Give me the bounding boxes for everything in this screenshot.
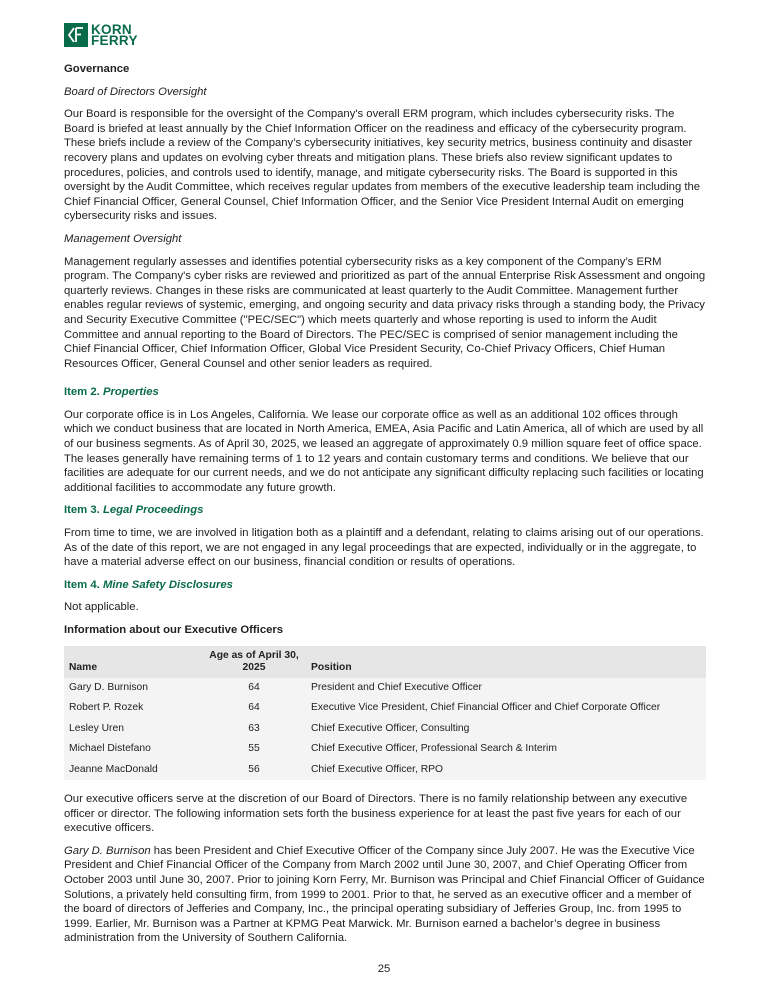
item-4-heading <box>64 578 706 593</box>
item-3-heading <box>64 503 706 518</box>
bio-officer-name: Gary D. Burnison <box>64 844 151 857</box>
officer-position: Chief Executive Officer, Consulting <box>307 719 706 740</box>
management-oversight-paragraph: Management regularly assesses and identifies potential cybersecurity risks as a key component of the Company’s ERM program. The Company's cyber risks are reviewed and prioritized as part of the annual Enterprise Risk Assessment and ongoing quarterly reviews. Changes in these risks are communicated at least quarterly to the Audit Committee. Management further enables regular reviews of systemic, emerging, and ongoing security and data privacy risks through a standing body, the Privacy and Security Executive Committee ("PEC/SEC") which meets quarterly and whose reporting is used to inform the Audit Committee and annual reporting to the Board of Directors. The PEC/SEC is comprised of senior management including the Chief Financial Officer, Chief Information Officer, Global Vice President Security, Co-Chief Privacy Officers, Chief Human Resources Officer, General Counsel and other senior leaders as required. <box>64 255 706 370</box>
table-row <box>64 698 706 719</box>
executive-officers-table <box>64 646 706 781</box>
table-row <box>64 760 706 781</box>
officer-age: 64 <box>201 678 307 699</box>
item-4-label: Item 4. <box>64 578 100 591</box>
item-3-title: Legal Proceedings <box>102 504 204 517</box>
logo-line-2: FERRY <box>91 33 138 48</box>
table-row <box>64 678 706 699</box>
korn-ferry-logo-icon <box>64 23 88 47</box>
management-oversight-subheading: Management Oversight <box>64 232 182 245</box>
officer-name: Lesley Uren <box>64 719 201 740</box>
logo-line-1: KORN <box>91 21 132 37</box>
board-oversight-paragraph: Our Board is responsible for the oversight of the Company's overall ERM program, which includes cybersecurity risks. The Board is briefed at least annually by the Chief Information Officer on the readiness and efficacy of the cybersecurity program. These briefs include a review of the Company’s cybersecurity initiatives, key security metrics, business continuity and disaster recovery plans and updates on evolving cyber threats and mitigation plans. These briefs also review significant updates to procedures, policies, and controls used to identify, manage, and mitigate cybersecurity risks. The Board is supported in this oversight by the Audit Committee, which receives regular updates from members of the executive leadership team including the Chief Financial Officer, General Counsel, Chief Information Officer, and the Senior Vice President Internal Audit on emerging cybersecurity risks and issues. <box>64 108 701 223</box>
item-4-title: Mine Safety Disclosures <box>102 578 233 591</box>
officer-position: Chief Executive Officer, Professional Search & Interim <box>307 739 706 760</box>
officer-name: Gary D. Burnison <box>64 678 201 699</box>
table-row <box>64 739 706 760</box>
burnison-bio-paragraph <box>64 844 706 946</box>
officer-age: 63 <box>201 719 307 740</box>
korn-ferry-wordmark <box>91 21 138 48</box>
officer-name: Michael Distefano <box>64 739 201 760</box>
korn-ferry-logo <box>64 20 706 50</box>
bio-text: has been President and Chief Executive Officer of the Company since July 2007. He was the Executive Vice President and Chief Financial Officer of the Company from March 2002 until June 30, 2007, and Chief Operating Officer from October 2003 until June 30, 2007. Prior to joining Korn Ferry, Mr. Burnison was Principal and Chief Financial Officer of Guidance Solutions, a privately held consulting firm, from 1999 to 2001. Prior to that, he served as an executive officer and a member of the board of directors of Jefferies and Company, Inc., the principal operating subsidiary of Jefferies Group, Inc. from 1995 to 1999. Earlier, Mr. Burnison was a Partner at KPMG Peat Marwick. Mr. Burnison earned a bachelor’s degree in business administration from the University of Southern California. <box>64 844 705 945</box>
item-2-heading <box>64 385 706 400</box>
executive-officers-intro-paragraph: Our executive officers serve at the discretion of our Board of Directors. There is no family relationship between any executive officer or director. The following information sets forth the business experience for at least the past five years for each of our executive officers. <box>64 793 688 835</box>
legal-proceedings-paragraph: From time to time, we are involved in litigation both as a plaintiff and a defendant, relating to claims arising out of our operations. As of the date of this report, we are not engaged in any legal proceedings that are expected, individually or in the aggregate, to have a material adverse effect on our business, financial condition or results of operations. <box>64 527 704 569</box>
item-2-label: Item 2. <box>64 386 100 399</box>
officer-position: Executive Vice President, Chief Financial Officer and Chief Corporate Officer <box>307 698 706 719</box>
executive-officers-heading: Information about our Executive Officers <box>64 624 284 636</box>
column-header-name: Name <box>64 646 201 678</box>
governance-heading: Governance <box>64 63 130 75</box>
document-page <box>64 20 706 954</box>
item-3-label: Item 3. <box>64 504 100 517</box>
column-header-age: Age as of April 30, 2025 <box>201 646 307 678</box>
properties-paragraph: Our corporate office is in Los Angeles, California. We lease our corporate office as well as an additional 102 offices through which we conduct business that are located in North America, EMEA, Asia Pacific and Latin America, all of which are used by all of our business segments. As of April 30, 2025, we leased an aggregate of approximately 0.9 million square feet of office space. The leases generally have remaining terms of 1 to 12 years and contain customary terms and conditions. We believe that our facilities are adequate for our current needs, and we do not anticipate any significant difficulty replacing such facilities or locating additional facilities to accommodate any future growth. <box>64 408 704 494</box>
officer-position: Chief Executive Officer, RPO <box>307 760 706 781</box>
table-row <box>64 719 706 740</box>
table-header-row <box>64 646 706 678</box>
item-2-title: Properties <box>102 386 159 399</box>
column-header-position: Position <box>307 646 706 678</box>
officer-name: Jeanne MacDonald <box>64 760 201 781</box>
officer-position: President and Chief Executive Officer <box>307 678 706 699</box>
officer-age: 55 <box>201 739 307 760</box>
officer-age: 56 <box>201 760 307 781</box>
board-oversight-subheading: Board of Directors Oversight <box>64 85 207 98</box>
mine-safety-paragraph: Not applicable. <box>64 601 139 614</box>
officer-age: 64 <box>201 698 307 719</box>
officer-name: Robert P. Rozek <box>64 698 201 719</box>
page-number: 25 <box>377 963 391 975</box>
